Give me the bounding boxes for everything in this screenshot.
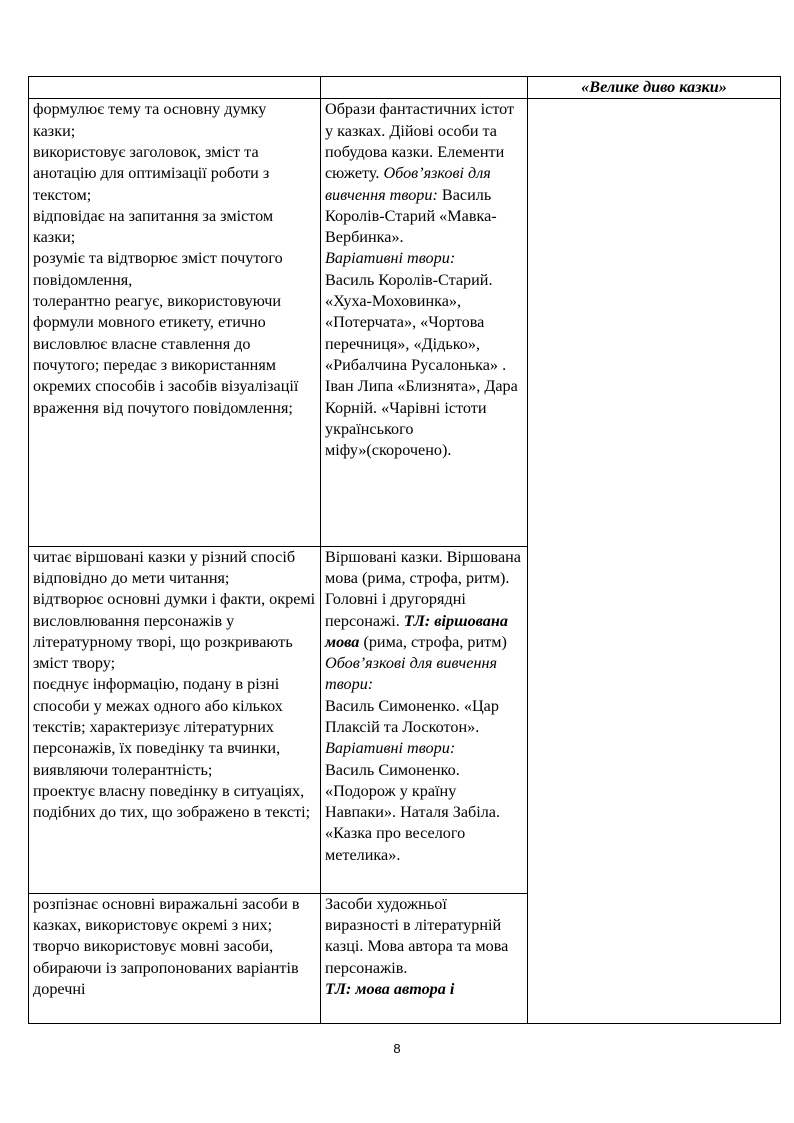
outcomes-cell <box>29 99 321 546</box>
curriculum-table <box>28 76 781 1024</box>
header-cell-topic <box>528 77 781 99</box>
tl-label: ТЛ: мова автора і <box>325 979 455 998</box>
variative-label: Варіативні твори: <box>325 249 456 268</box>
table-row <box>29 99 781 546</box>
mandatory-text: Василь Симоненко. «Цар Плаксій та Лоскотон». <box>325 696 499 736</box>
topic-cell <box>528 99 781 1024</box>
tl-label: ТЛ: віршована мова <box>325 611 508 651</box>
variative-text: Василь Симоненко. «Подорож у країну Навпаки». Наталя Забіла. «Казка про веселого метелика». <box>325 760 501 864</box>
header-cell-outcomes <box>29 77 321 99</box>
outcomes-text: формулює тему та основну думку казки; використовує заголовок, зміст та анотацію для оптимізації роботи з текстом; відповідає на запитання за змістом казки; розуміє та відтворює зміст почутого повідомлення, толерантно реагує, використовуючи формули мовного етикету, етично висловлює власне ставлення до почутого; передає з використанням окремих способів і засобів візуалізації враження від почутого повідомлення; <box>33 100 299 417</box>
content-intro: Образи фантастичних істот у казках. Дійові особи та побудова казки. Елементи сюжету. <box>325 100 515 183</box>
content-cell <box>321 893 528 1023</box>
content-cell <box>321 99 528 546</box>
variative-label: Варіативні твори: <box>325 739 456 758</box>
header-cell-content <box>321 77 528 99</box>
table-header-row <box>29 77 781 99</box>
content-cell <box>321 546 528 893</box>
mandatory-label: Обов’язкові для вивчення твори: <box>325 654 498 694</box>
page-number: 8 <box>393 1041 401 1056</box>
outcomes-cell <box>29 546 321 893</box>
outcomes-text: читає віршовані казки у різний спосіб відповідно до мети читання; відтворює основні думки і факти, окремі висловлювання персонажів у літературному творі, що розкривають зміст твору; поєднує інформацію, подану в різні способи у межах одного або кількох текстів; характеризує літературних персонажів, їх поведінку та вчинки, виявляючи толерантність; проектує власну поведінку в ситуаціях, подібних до тих, що зображено в тексті; <box>33 547 316 822</box>
content-intro: Засоби художньої виразності в літературній казці. Мова автора та мова персонажів. <box>325 894 509 977</box>
topic-title: «Велике диво казки» <box>581 78 727 96</box>
outcomes-text: розпізнає основні виражальні засоби в казках, використовує окремі з них; творчо використовує мовні засоби, обираючи із запропонованих варіантів доречні <box>33 894 300 998</box>
mandatory-label: Обов’язкові для вивчення твори: <box>325 164 491 204</box>
mandatory-text: Василь Королів-Старий «Мавка-Вербинка». <box>325 185 497 247</box>
tl-text: (рима, строфа, ритм) <box>363 632 507 651</box>
content-intro: Віршовані казки. Віршована мова (рима, строфа, ритм). Головні і другорядні персонажі. <box>325 547 521 630</box>
variative-text: Василь Королів-Старий. «Хуха-Моховинка», «Потерчата», «Чортова перечниця», «Дідько», «Рибалчина Русалонька» . Іван Липа «Близнята», Дара Корній. «Чарівні істоти українського міфу»(скорочено). <box>325 270 518 460</box>
outcomes-cell <box>29 893 321 1023</box>
